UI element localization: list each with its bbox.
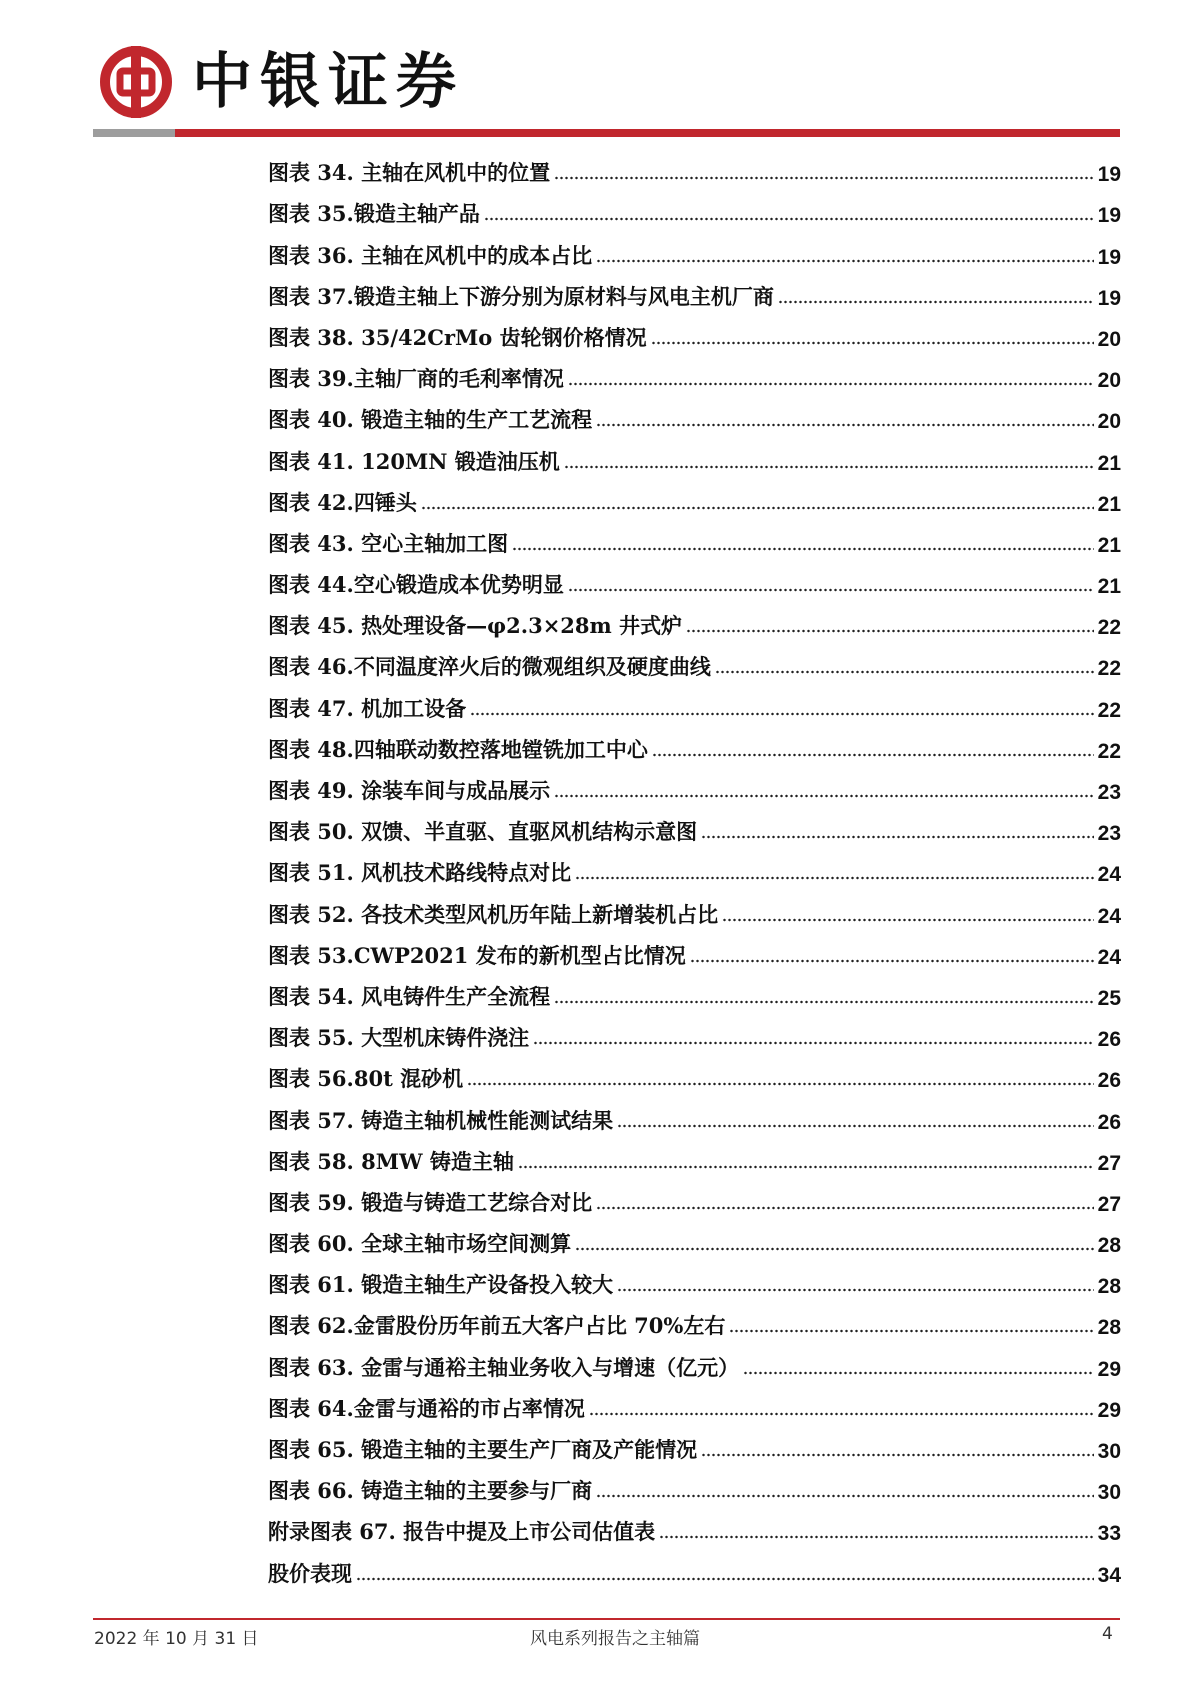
dot-leader xyxy=(533,1040,1093,1046)
toc-entry-title: 图表 59. 锻造与铸造工艺综合对比 xyxy=(268,1189,593,1215)
dot-leader xyxy=(554,999,1093,1005)
table-of-figures xyxy=(268,146,1121,1588)
toc-entry[interactable] xyxy=(268,887,1121,928)
dot-leader xyxy=(596,1493,1093,1499)
toc-entry[interactable] xyxy=(268,146,1121,187)
toc-entry-title: 图表 64.金雷与通裕的市占率情况 xyxy=(268,1395,585,1421)
footer-date: 2022 年 10 月 31 日 xyxy=(94,1629,259,1649)
dot-leader xyxy=(512,546,1093,552)
toc-entry[interactable] xyxy=(268,1299,1121,1340)
toc-entry[interactable] xyxy=(268,640,1121,681)
toc-entry-page: 28 xyxy=(1097,1234,1121,1258)
page-header xyxy=(0,0,1190,140)
toc-entry-page: 19 xyxy=(1097,286,1121,310)
toc-entry-title: 图表 38. 35/42CrMo 齿轮钢价格情况 xyxy=(268,324,647,350)
dot-leader xyxy=(617,1287,1093,1293)
toc-entry[interactable] xyxy=(268,929,1121,970)
toc-entry-title: 图表 55. 大型机床铸件浇注 xyxy=(268,1025,530,1051)
toc-entry-title: 图表 48.四轴联动数控落地镗铣加工中心 xyxy=(268,736,648,762)
toc-entry-page: 26 xyxy=(1097,1069,1121,1093)
toc-entry-title: 图表 60. 全球主轴市场空间测算 xyxy=(268,1231,572,1257)
toc-entry-page: 22 xyxy=(1097,657,1121,681)
dot-leader xyxy=(652,752,1094,758)
toc-entry-title: 附录图表 67. 报告中提及上市公司估值表 xyxy=(268,1519,656,1545)
toc-entry-title: 图表 47. 机加工设备 xyxy=(268,695,467,721)
toc-entry-page: 21 xyxy=(1097,451,1121,475)
toc-entry[interactable] xyxy=(268,599,1121,640)
toc-entry-page: 25 xyxy=(1097,986,1121,1010)
toc-entry-page: 34 xyxy=(1097,1563,1121,1587)
toc-entry[interactable] xyxy=(268,228,1121,269)
brand-name: 中银证券 xyxy=(192,47,464,117)
dot-leader xyxy=(554,793,1093,799)
dot-leader xyxy=(589,1411,1094,1417)
toc-entry-title: 图表 50. 双馈、半直驱、直驱风机结构示意图 xyxy=(268,819,698,845)
toc-entry[interactable] xyxy=(268,517,1121,558)
toc-entry[interactable] xyxy=(268,846,1121,887)
toc-entry-title: 图表 37.锻造主轴上下游分别为原材料与风电主机厂商 xyxy=(268,283,774,309)
dot-leader xyxy=(568,381,1094,387)
header-rule-grey xyxy=(93,129,175,137)
toc-entry-page: 22 xyxy=(1097,616,1121,640)
toc-entry[interactable] xyxy=(268,352,1121,393)
toc-entry[interactable] xyxy=(268,187,1121,228)
dot-leader xyxy=(617,1123,1093,1129)
toc-entry-title: 图表 56.80t 混砂机 xyxy=(268,1066,464,1092)
toc-entry-page: 23 xyxy=(1097,781,1121,804)
dot-leader xyxy=(484,216,1094,222)
toc-entry-title: 图表 45. 热处理设备—φ2.3×28m 井式炉 xyxy=(268,613,683,639)
toc-entry[interactable] xyxy=(268,681,1121,722)
toc-entry-title: 图表 39.主轴厂商的毛利率情况 xyxy=(268,366,564,392)
toc-entry-title: 图表 54. 风电铸件生产全流程 xyxy=(268,983,551,1009)
toc-entry-title: 图表 58. 8MW 铸造主轴 xyxy=(268,1148,514,1174)
toc-entry-title: 图表 34. 主轴在风机中的位置 xyxy=(268,160,551,186)
toc-entry-page: 20 xyxy=(1097,327,1121,351)
footer-page-number: 4 xyxy=(1102,1624,1113,1644)
toc-entry[interactable] xyxy=(268,434,1121,475)
dot-leader xyxy=(596,258,1093,264)
toc-entry-page: 28 xyxy=(1097,1316,1121,1340)
toc-entry-page: 19 xyxy=(1097,163,1121,187)
toc-entry-title: 图表 57. 铸造主轴机械性能测试结果 xyxy=(268,1107,614,1133)
toc-entry-title: 图表 62.金雷股份历年前五大客户占比 70%左右 xyxy=(268,1313,726,1339)
bank-of-china-logo-icon xyxy=(100,46,172,118)
toc-entry-title: 图表 43. 空心主轴加工图 xyxy=(268,530,509,556)
toc-entry-page: 19 xyxy=(1097,245,1121,269)
toc-entry[interactable] xyxy=(268,270,1121,311)
toc-entry-title: 图表 46.不同温度淬火后的微观组织及硬度曲线 xyxy=(268,654,711,680)
toc-entry[interactable] xyxy=(268,393,1121,434)
toc-entry-page: 22 xyxy=(1097,698,1121,722)
toc-entry[interactable] xyxy=(268,1340,1121,1381)
dot-leader xyxy=(715,669,1094,675)
toc-entry-page: 27 xyxy=(1097,1151,1121,1175)
toc-entry-title: 图表 40. 锻造主轴的生产工艺流程 xyxy=(268,407,593,433)
toc-entry-title: 图表 36. 主轴在风机中的成本占比 xyxy=(268,242,593,268)
toc-entry[interactable] xyxy=(268,970,1121,1011)
toc-entry-title: 图表 41. 120MN 锻造油压机 xyxy=(268,448,560,474)
toc-entry[interactable] xyxy=(268,723,1121,764)
dot-leader xyxy=(575,1246,1093,1252)
dot-leader xyxy=(722,917,1093,923)
toc-entry-page: 23 xyxy=(1097,822,1121,846)
toc-entry-page: 28 xyxy=(1097,1275,1121,1299)
dot-leader xyxy=(568,587,1094,593)
toc-entry-page: 20 xyxy=(1097,410,1121,434)
dot-leader xyxy=(686,628,1094,634)
toc-entry[interactable] xyxy=(268,805,1121,846)
toc-entry-title: 图表 51. 风机技术路线特点对比 xyxy=(268,860,572,886)
toc-entry-page: 20 xyxy=(1097,369,1121,393)
toc-entry-title: 图表 53.CWP2021 发布的新机型占比情况 xyxy=(268,942,686,968)
toc-entry[interactable] xyxy=(268,1505,1121,1546)
toc-entry-page: 26 xyxy=(1097,1028,1121,1052)
toc-entry-title: 图表 49. 涂装车间与成品展示 xyxy=(268,778,551,803)
footer-series-title: 风电系列报告之主轴篇 xyxy=(530,1629,700,1649)
toc-entry[interactable] xyxy=(268,311,1121,352)
dot-leader xyxy=(743,1370,1093,1376)
toc-entry-page: 29 xyxy=(1097,1398,1121,1422)
dot-leader xyxy=(596,1205,1093,1211)
header-rule-red xyxy=(175,129,1120,137)
dot-leader xyxy=(518,1164,1094,1170)
dot-leader xyxy=(564,464,1094,470)
toc-entry[interactable] xyxy=(268,1176,1121,1217)
toc-entry[interactable] xyxy=(268,558,1121,599)
dot-leader xyxy=(659,1534,1093,1540)
toc-entry-title: 图表 35.锻造主轴产品 xyxy=(268,201,480,227)
toc-entry-page: 33 xyxy=(1097,1522,1121,1546)
toc-entry[interactable] xyxy=(268,1052,1121,1093)
toc-entry-page: 27 xyxy=(1097,1192,1121,1216)
toc-entry-page: 24 xyxy=(1097,945,1121,969)
toc-entry-page: 24 xyxy=(1097,904,1121,928)
toc-entry-title: 图表 44.空心锻造成本优势明显 xyxy=(268,572,564,598)
dot-leader xyxy=(778,299,1094,305)
toc-entry-page: 24 xyxy=(1097,863,1121,887)
dot-leader xyxy=(421,505,1094,511)
toc-entry[interactable] xyxy=(268,1217,1121,1258)
dot-leader xyxy=(651,340,1094,346)
toc-entry-title: 图表 63. 金雷与通裕主轴业务收入与增速（亿元） xyxy=(268,1354,740,1380)
dot-leader xyxy=(554,175,1093,181)
dot-leader xyxy=(470,711,1093,717)
toc-entry-title: 图表 65. 锻造主轴的主要生产厂商及产能情况 xyxy=(268,1437,698,1462)
toc-entry[interactable] xyxy=(268,1546,1121,1587)
toc-entry[interactable] xyxy=(268,1423,1121,1464)
toc-entry-title: 股价表现 xyxy=(268,1560,352,1586)
toc-entry-page: 21 xyxy=(1097,533,1121,557)
toc-entry[interactable] xyxy=(268,476,1121,517)
toc-entry[interactable] xyxy=(268,1093,1121,1134)
toc-entry-page: 21 xyxy=(1097,492,1121,516)
toc-entry-page: 19 xyxy=(1097,204,1121,228)
dot-leader xyxy=(596,422,1093,428)
toc-entry-title: 图表 61. 锻造主轴生产设备投入较大 xyxy=(268,1272,614,1298)
dot-leader xyxy=(356,1576,1094,1582)
toc-entry-title: 图表 66. 铸造主轴的主要参与厂商 xyxy=(268,1478,593,1504)
toc-entry-page: 22 xyxy=(1097,739,1121,763)
toc-entry-page: 29 xyxy=(1097,1357,1121,1381)
toc-entry-page: 26 xyxy=(1097,1110,1121,1134)
toc-entry[interactable] xyxy=(268,1011,1121,1052)
toc-entry-page: 30 xyxy=(1097,1481,1121,1505)
dot-leader xyxy=(690,958,1094,964)
toc-entry-page: 21 xyxy=(1097,575,1121,599)
dot-leader xyxy=(701,834,1093,840)
dot-leader xyxy=(701,1452,1093,1458)
dot-leader xyxy=(575,875,1093,881)
toc-entry[interactable] xyxy=(268,1382,1121,1423)
toc-entry[interactable] xyxy=(268,1258,1121,1299)
toc-entry[interactable] xyxy=(268,764,1121,805)
toc-entry[interactable] xyxy=(268,1135,1121,1176)
dot-leader xyxy=(729,1328,1093,1334)
toc-entry-title: 图表 52. 各技术类型风机历年陆上新增装机占比 xyxy=(268,901,719,927)
toc-entry-title: 图表 42.四锤头 xyxy=(268,489,417,515)
toc-entry-page: 30 xyxy=(1097,1440,1121,1463)
dot-leader xyxy=(467,1081,1094,1087)
toc-entry[interactable] xyxy=(268,1464,1121,1505)
footer-rule xyxy=(93,1618,1120,1620)
